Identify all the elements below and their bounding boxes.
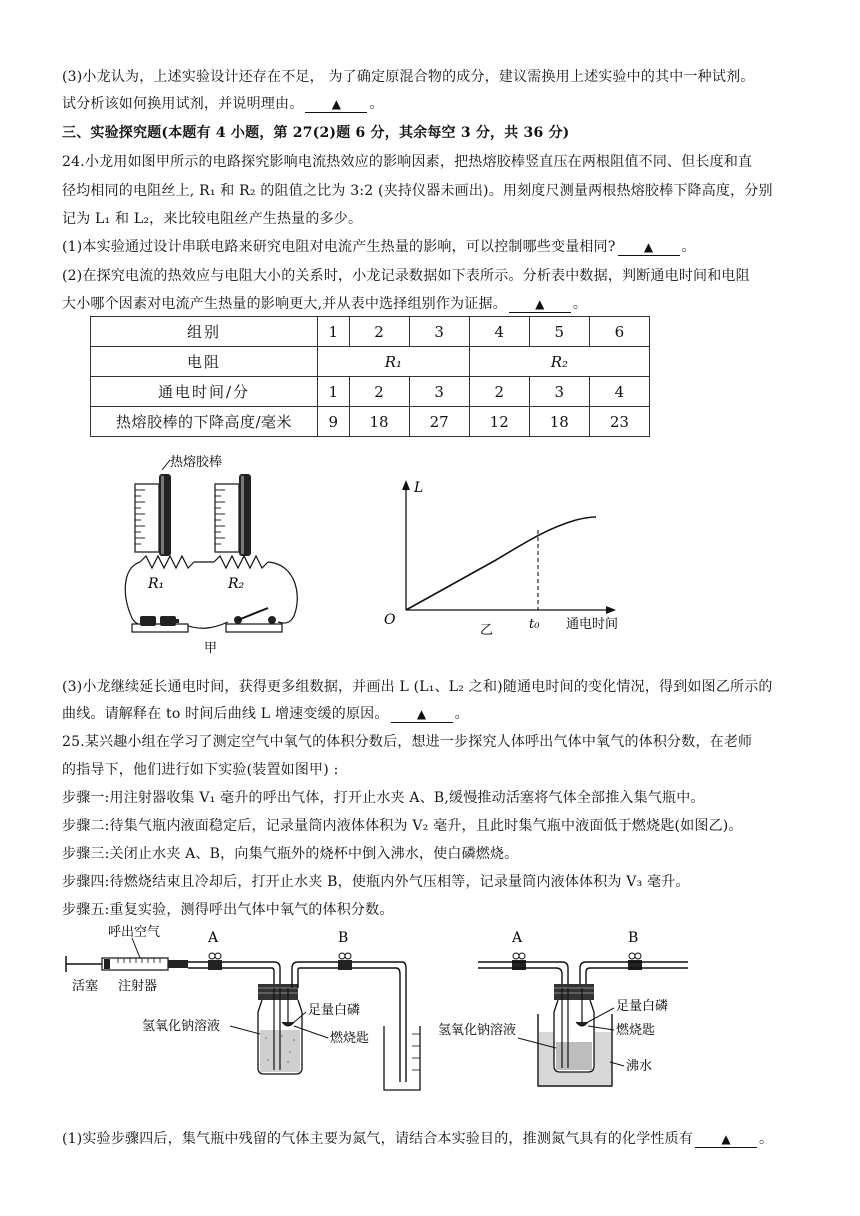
table-cell: 3: [409, 317, 469, 347]
exhaled-air-label: 呼出空气: [108, 925, 161, 940]
q24-intro-3: 记为 L₁ 和 L₂，来比较电阻丝产生热量的多少。: [62, 211, 363, 227]
t0-label: t₀: [529, 617, 540, 632]
y-axis-label: L: [414, 480, 424, 496]
table-cell: 4: [589, 377, 649, 407]
q25-part-1: (1)实验步骤四后，集气瓶中残留的气体主要为氮气，请结合本实验目的，推测氮气具有的化学性质有 ▲ 。: [62, 1131, 774, 1147]
table-row: [91, 347, 650, 377]
table-cell: 1: [318, 377, 350, 407]
q25-intro-1: 25.某兴趣小组在学习了测定空气中氧气的体积分数后，想进一步探究人体呼出气体中氧气的体积分数，在老师: [62, 734, 753, 750]
q23-3-line1: (3)小龙认为，上述实验设计还存在不足， 为了确定原混合物的成分，建议需换用上述实验中的其中一种试剂。: [62, 69, 755, 85]
answer-blank: ▲: [391, 706, 453, 723]
figure-caption-yi: 乙: [480, 623, 494, 638]
q25-intro-2: 的指导下，他们进行如下实验(装置如图甲) :: [62, 762, 339, 778]
clamp-b-icon: [338, 953, 352, 970]
table-cell: 18: [349, 407, 409, 437]
table-cell: 3: [529, 377, 589, 407]
clamp-a-icon: [208, 953, 222, 970]
row-label: 电阻: [91, 347, 318, 377]
circuit-figure: [118, 446, 318, 656]
table-row: [91, 407, 650, 437]
q25-step-3: 步骤三:关闭止水夹 A、B，向集气瓶外的烧杯中倒入沸水，使白磷燃烧。: [62, 846, 519, 862]
ruler-icon: [135, 484, 159, 552]
table-cell: 27: [409, 407, 469, 437]
rod-label: 热熔胶棒: [170, 455, 223, 470]
table-cell: 6: [589, 317, 649, 347]
q23-3-line2: 试分析该如何换用试剂，并说明理由。 ▲ 。: [62, 96, 384, 112]
table-cell: 12: [469, 407, 529, 437]
naoh-label: 氢氧化钠溶液: [438, 1023, 517, 1038]
q25-step-1: 步骤一:用注射器收集 V₁ 毫升的呼出气体，打开止水夹 A、B,缓慢推动活塞将气体全部推入集气瓶中。: [62, 790, 705, 806]
curve-figure: [376, 472, 646, 662]
resistor-wire-1: [140, 556, 194, 568]
answer-blank: ▲: [618, 239, 680, 256]
answer-blank: ▲: [305, 96, 367, 113]
q24-part-2b: 大小哪个因素对电流产生热量的影响更大,并从表中选择组别作为证据。 ▲ 。: [62, 296, 588, 312]
spoon-label: 燃烧匙: [616, 1023, 656, 1038]
stopper: [554, 984, 594, 1000]
row-label: 组别: [91, 317, 318, 347]
clamp-b-label: B: [338, 930, 349, 946]
table-cell: 2: [349, 317, 409, 347]
q24-part-1: (1)本实验通过设计串联电路来研究电阻对电流产生热量的影响，可以控制哪些变量相同? ▲ 。: [62, 239, 696, 255]
phosphorus-label: 足量白磷: [308, 1003, 361, 1018]
syringe-label: 注射器: [118, 979, 158, 994]
ruler-icon: [215, 484, 239, 552]
table-cell: 23: [589, 407, 649, 437]
r1-label: R₁: [148, 576, 165, 592]
l-curve: [406, 517, 596, 610]
q25-step-2: 步骤二:待集气瓶内液面稳定后，记录量筒内液体体积为 V₂ 毫升，且此时集气瓶中液面低于燃烧匙(如图乙)。: [62, 818, 743, 834]
table-cell: R₁: [318, 347, 470, 377]
clamp-a-label: A: [512, 930, 523, 946]
table-row: [91, 317, 650, 347]
table-cell: 2: [349, 377, 409, 407]
table-cell: 5: [529, 317, 589, 347]
row-label: 热熔胶棒的下降高度/毫米: [91, 407, 318, 437]
table-cell: R₂: [469, 347, 649, 377]
table-cell: 4: [469, 317, 529, 347]
table-cell: 2: [469, 377, 529, 407]
syringe-icon: [102, 958, 168, 970]
clamp-b-label: B: [628, 930, 639, 946]
figure-caption-jia: 甲: [204, 641, 218, 656]
spoon-label: 燃烧匙: [330, 1031, 370, 1046]
q24-part-2a: (2)在探究电流的热效应与电阻大小的关系时，小龙记录数据如下表所示。分析表中数据，判断通电时间和电阻: [62, 268, 750, 284]
table-row: [91, 377, 650, 407]
q24-intro-2: 径均相同的电阻丝上, R₁ 和 R₂ 的阻值之比为 3:2 (夹持仪器未画出)。用刻度尺测量两根热熔胶棒下降高度，分别: [62, 183, 773, 199]
naoh-label: 氢氧化钠溶液: [142, 1019, 221, 1034]
phosphorus-label: 足量白磷: [616, 999, 669, 1014]
q24-part-3a: (3)小龙继续延长通电时间，获得更多组数据，并画出 L (L₁、L₂ 之和)随通电时间的变化情况，得到如图乙所示的: [62, 679, 773, 695]
resistor-wire-2: [214, 556, 268, 568]
r2-label: R₂: [228, 576, 245, 592]
q25-step-4: 步骤四:待燃烧结束且冷却后，打开止水夹 B，使瓶内外气压相等，记录量筒内液体体积为 V₃ 毫升。: [62, 874, 690, 890]
table-cell: 1: [318, 317, 350, 347]
switch-icon: [226, 624, 282, 632]
glue-rod-1: [159, 474, 171, 556]
q24-part-3b: 曲线。请解释在 to 时间后曲线 L 增速变缓的原因。 ▲ 。: [62, 706, 469, 722]
q25-step-5: 步骤五:重复实验，测得呼出气体中氧气的体积分数。: [62, 902, 394, 918]
boiling-water-label: 沸水: [626, 1059, 653, 1074]
circuit-wire: [125, 562, 150, 625]
x-axis-label: 通电时间: [566, 617, 619, 632]
table-cell: 3: [409, 377, 469, 407]
data-table: [90, 316, 650, 437]
row-label: 通电时间/分: [91, 377, 318, 407]
answer-blank: ▲: [509, 296, 571, 313]
q24-intro-1: 24.小龙用如图甲所示的电路探究影响电流热效应的影响因素，把热熔胶棒竖直压在两根阻值不同、但长度和直: [62, 154, 753, 170]
table-cell: 18: [529, 407, 589, 437]
apparatus-left-figure: [62, 922, 448, 1098]
origin-label: O: [384, 612, 396, 628]
answer-blank: ▲: [695, 1131, 757, 1148]
section-title: 三、实验探究题(本题有 4 小题，第 27(2)题 6 分，其余每空 3 分，共 36 分): [62, 125, 570, 141]
piston-label: 活塞: [72, 979, 99, 994]
table-cell: 9: [318, 407, 350, 437]
glue-rod-2: [239, 474, 251, 556]
clamp-a-label: A: [208, 930, 219, 946]
apparatus-right-figure: [438, 922, 698, 1098]
